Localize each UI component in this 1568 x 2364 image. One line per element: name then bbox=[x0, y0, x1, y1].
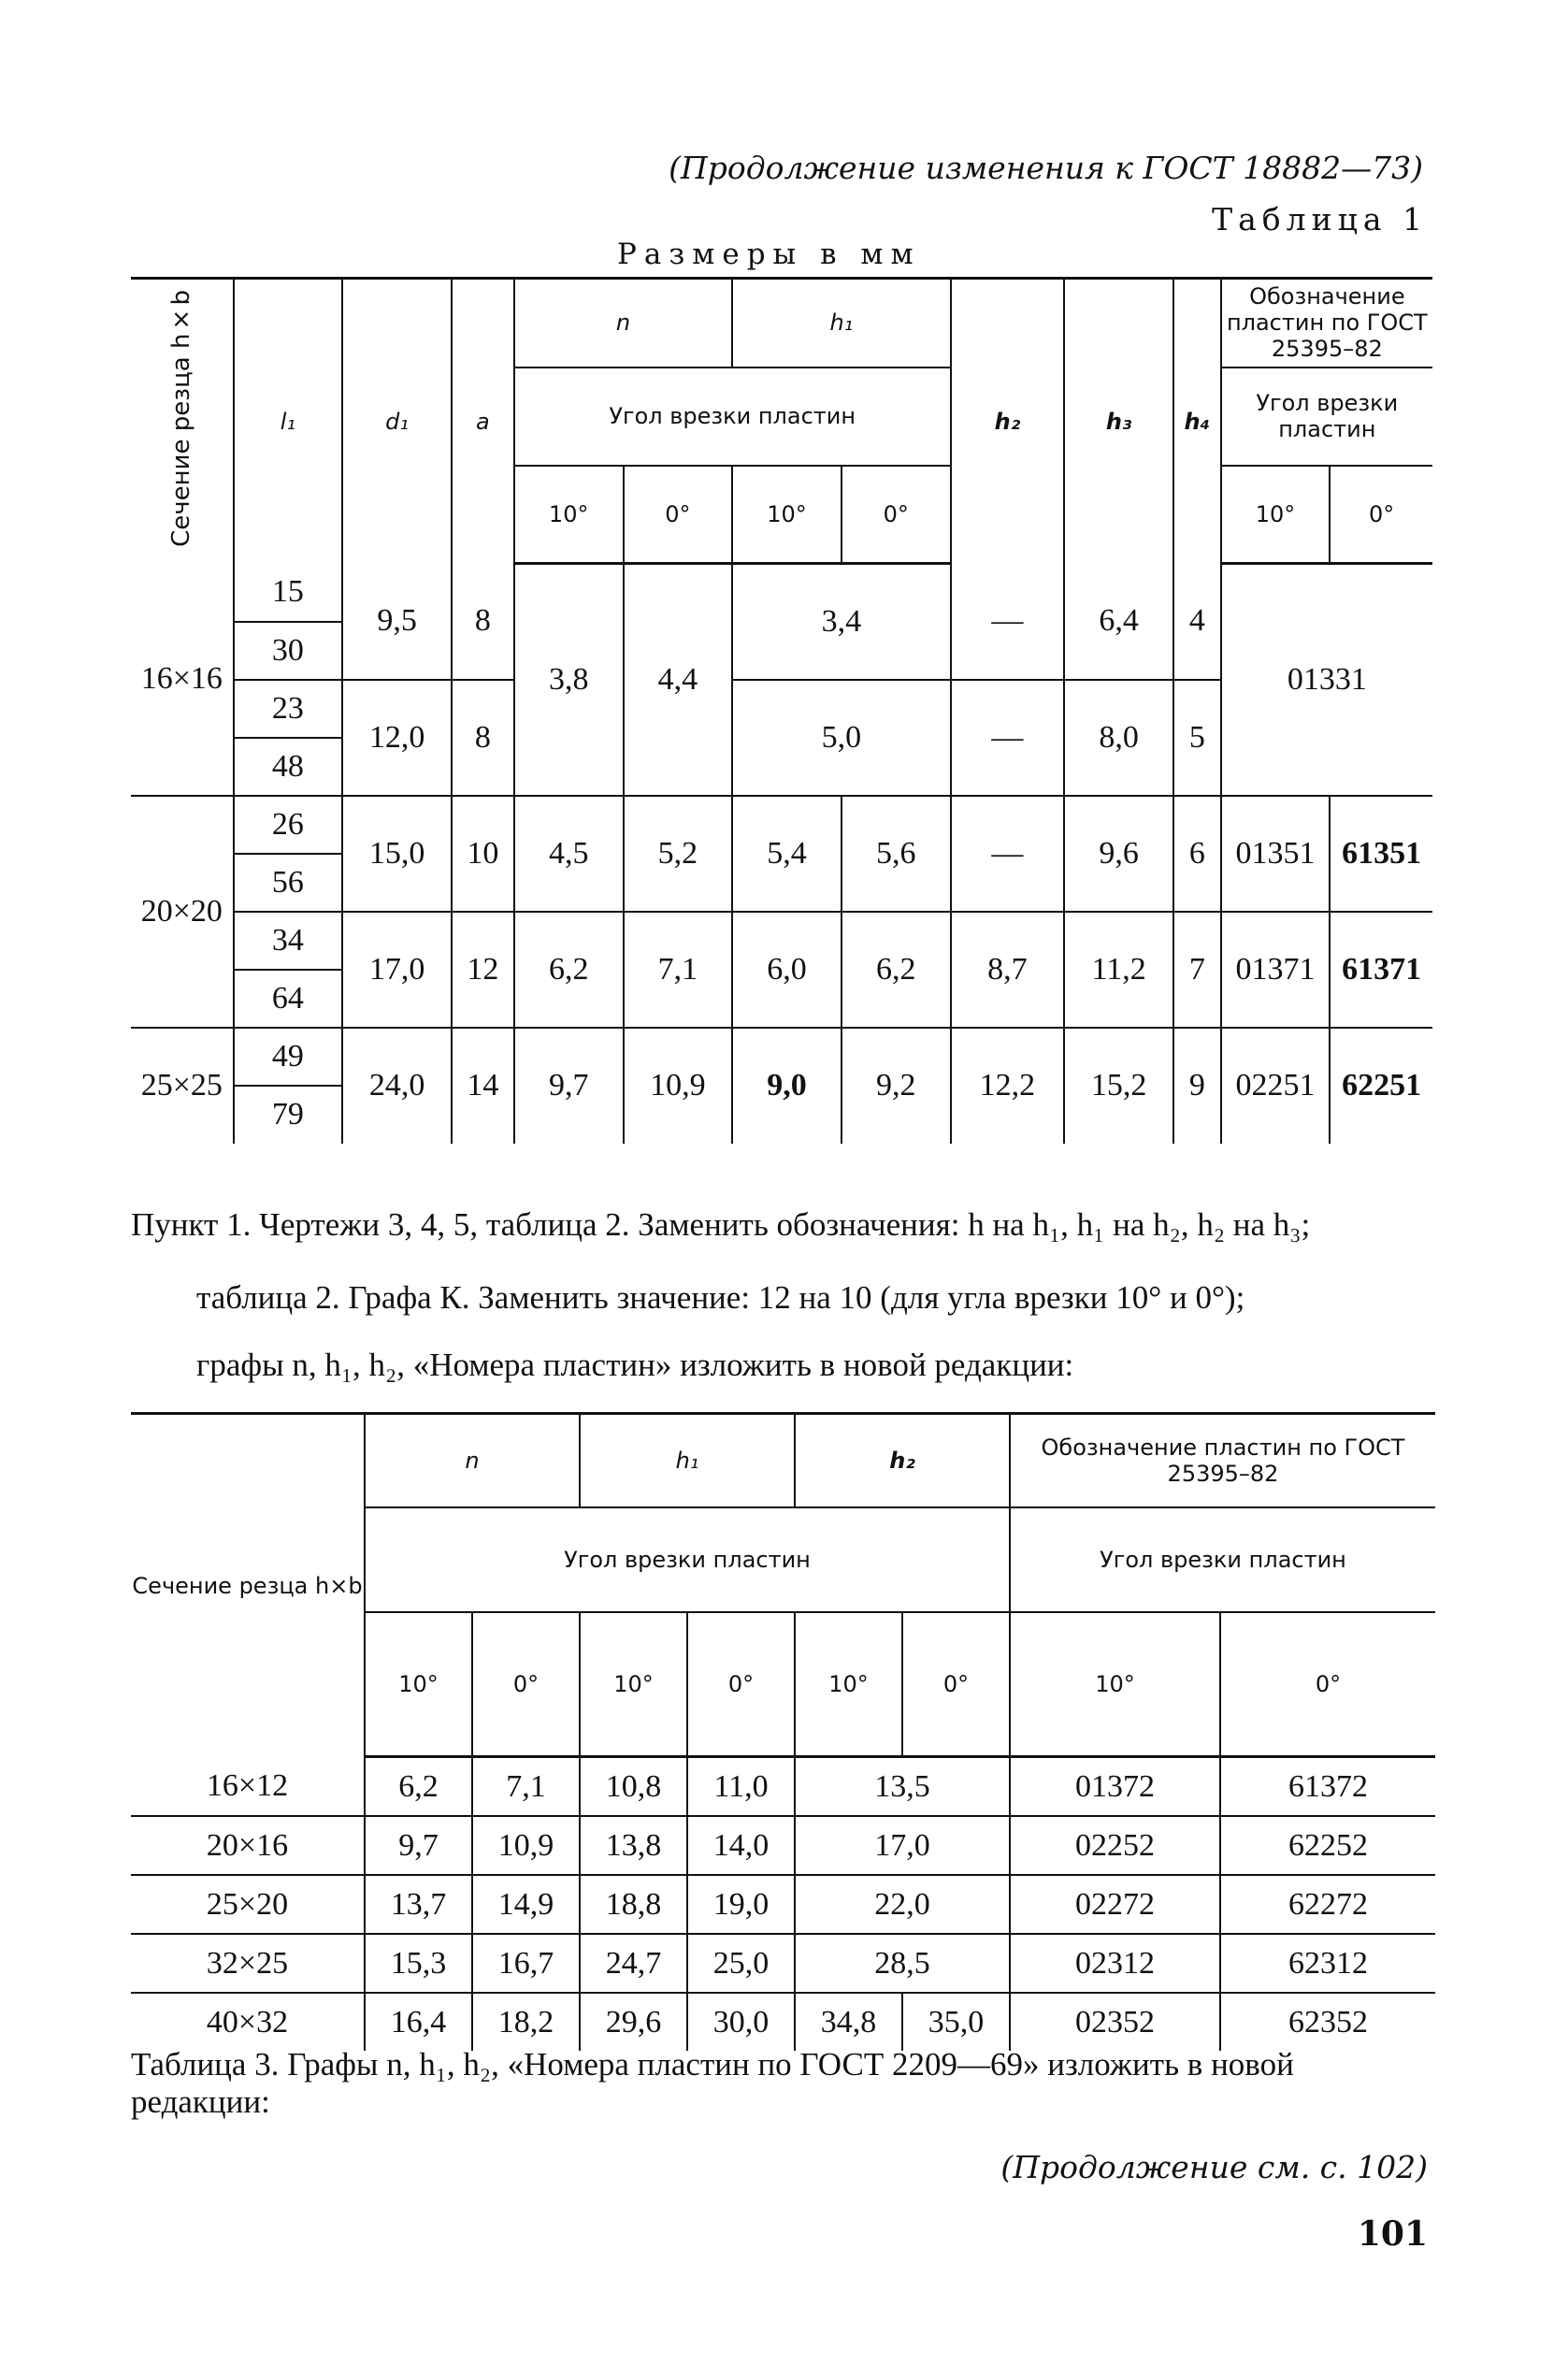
paragraph-3: графы n, h₁, h₂, «Номера пластин» изложить в новой редакции: bbox=[196, 1347, 1074, 1383]
designation-0-cell: 61351 bbox=[1330, 796, 1432, 912]
h2-cell: 8,7 bbox=[951, 912, 1065, 1028]
deg-10: 10° bbox=[365, 1612, 472, 1757]
h2-cell: — bbox=[951, 796, 1065, 912]
designation-10-cell: 02352 bbox=[1010, 1993, 1220, 2051]
designation-10-cell: 02252 bbox=[1010, 1816, 1220, 1875]
angle-plates-header: Угол врезки пластин bbox=[1010, 1507, 1435, 1612]
designation-0-cell: 61372 bbox=[1220, 1757, 1435, 1817]
l1-cell: 26 bbox=[234, 796, 343, 854]
col-section-header: Сечение резца h×b bbox=[131, 1414, 365, 1757]
h1-10-cell: 29,6 bbox=[580, 1993, 687, 2051]
h1-10-cell: 5,4 bbox=[732, 796, 842, 912]
h1-0-cell: 25,0 bbox=[687, 1934, 795, 1993]
deg-10: 10° bbox=[795, 1612, 902, 1757]
paragraph-2: таблица 2. Графа К. Заменить значение: 12 на 10 (для угла врезки 10° и 0°); bbox=[196, 1279, 1245, 1316]
l1-cell: 56 bbox=[234, 854, 343, 912]
l1-cell: 23 bbox=[234, 680, 343, 738]
l1-cell: 34 bbox=[234, 912, 343, 970]
h2-cell: — bbox=[951, 680, 1065, 796]
designation-cell: 01331 bbox=[1221, 564, 1432, 796]
deg-0: 0° bbox=[842, 466, 951, 564]
section-20x20: 20×20 bbox=[131, 796, 234, 1028]
n10-cell: 3,8 bbox=[514, 564, 624, 796]
paragraph-1: Пункт 1. Чертежи 3, 4, 5, таблица 2. Заменить обозначения: h на h₁, h₁ на h₂, h₂ на h₃; bbox=[131, 1206, 1311, 1243]
h1-0-cell: 5,6 bbox=[842, 796, 951, 912]
designation-0-cell: 62312 bbox=[1220, 1934, 1435, 1993]
n0-cell: 7,1 bbox=[624, 912, 733, 1028]
table-label: Таблица 1 bbox=[1212, 201, 1428, 238]
deg-10: 10° bbox=[732, 466, 842, 564]
col-h3-header: h₃ bbox=[1064, 279, 1173, 564]
h1-0-cell: 30,0 bbox=[687, 1993, 795, 2051]
h2-0-cell: 35,0 bbox=[902, 1993, 1010, 2051]
section-cell: 40×32 bbox=[131, 1993, 365, 2051]
a-cell: 10 bbox=[452, 796, 514, 912]
h4-cell: 4 bbox=[1173, 564, 1221, 680]
n10-cell: 15,3 bbox=[365, 1934, 472, 1993]
table-1 bbox=[131, 277, 1432, 1144]
designation-10-cell: 01351 bbox=[1221, 796, 1331, 912]
n0-cell: 4,4 bbox=[624, 564, 733, 796]
col-a-header: a bbox=[452, 279, 514, 564]
designation-10-cell: 01371 bbox=[1221, 912, 1331, 1028]
h2-cell: 13,5 bbox=[795, 1757, 1010, 1817]
h2-cell: — bbox=[951, 564, 1065, 680]
n10-cell: 9,7 bbox=[365, 1816, 472, 1875]
d1-cell: 15,0 bbox=[342, 796, 452, 912]
l1-cell: 79 bbox=[234, 1086, 343, 1144]
h4-cell: 5 bbox=[1173, 680, 1221, 796]
col-h2-header: h₂ bbox=[795, 1414, 1010, 1507]
col-h1-header: h₁ bbox=[580, 1414, 795, 1507]
page-number: 101 bbox=[1357, 2214, 1428, 2254]
h2-10-cell: 34,8 bbox=[795, 1993, 902, 2051]
deg-0: 0° bbox=[472, 1612, 580, 1757]
table-2 bbox=[131, 1412, 1435, 2051]
section-cell: 20×16 bbox=[131, 1816, 365, 1875]
deg-10: 10° bbox=[1010, 1612, 1220, 1757]
l1-cell: 48 bbox=[234, 738, 343, 796]
a-cell: 8 bbox=[452, 564, 514, 680]
l1-cell: 64 bbox=[234, 970, 343, 1028]
d1-cell: 12,0 bbox=[342, 680, 452, 796]
angle-header: Угол врезки пластин bbox=[365, 1507, 1010, 1612]
n10-cell: 13,7 bbox=[365, 1875, 472, 1934]
designation-0-cell: 62272 bbox=[1220, 1875, 1435, 1934]
n0-cell: 16,7 bbox=[472, 1934, 580, 1993]
angle-plates-header: Угол врезки пластин bbox=[1221, 368, 1432, 466]
h2-cell: 12,2 bbox=[951, 1028, 1065, 1144]
a-cell: 8 bbox=[452, 680, 514, 796]
h1-10-cell: 9,0 bbox=[732, 1028, 842, 1144]
n0-cell: 7,1 bbox=[472, 1757, 580, 1817]
angle-header: Угол врезки пластин bbox=[514, 368, 951, 466]
h1-0-cell: 9,2 bbox=[842, 1028, 951, 1144]
paragraph-4: Таблица 3. Графы n, h₁, h₂, «Номера пластин по ГОСТ 2209—69» изложить в новой редакции: bbox=[131, 2046, 1294, 2120]
h4-cell: 6 bbox=[1173, 796, 1221, 912]
d1-cell: 9,5 bbox=[342, 564, 452, 680]
section-cell: 32×25 bbox=[131, 1934, 365, 1993]
continuation-header: (Продолжение изменения к ГОСТ 18882—73) bbox=[669, 150, 1423, 186]
n0-cell: 18,2 bbox=[472, 1993, 580, 2051]
h1-10-cell: 18,8 bbox=[580, 1875, 687, 1934]
section-cell: 16×12 bbox=[131, 1757, 365, 1817]
n0-cell: 5,2 bbox=[624, 796, 733, 912]
h1-0-cell: 11,0 bbox=[687, 1757, 795, 1817]
h1-10-cell: 10,8 bbox=[580, 1757, 687, 1817]
col-d1-header: d₁ bbox=[342, 279, 452, 564]
col-section-header: Сечение резца h×b bbox=[131, 279, 234, 564]
deg-0: 0° bbox=[687, 1612, 795, 1757]
h3-cell: 6,4 bbox=[1064, 564, 1173, 680]
d1-cell: 24,0 bbox=[342, 1028, 452, 1144]
h2-cell: 17,0 bbox=[795, 1816, 1010, 1875]
h3-cell: 15,2 bbox=[1064, 1028, 1173, 1144]
h1-0-cell: 14,0 bbox=[687, 1816, 795, 1875]
l1-cell: 15 bbox=[234, 564, 343, 622]
col-n-header: n bbox=[365, 1414, 580, 1507]
n10-cell: 4,5 bbox=[514, 796, 624, 912]
col-h2-header: h₂ bbox=[951, 279, 1065, 564]
l1-cell: 49 bbox=[234, 1028, 343, 1086]
deg-0: 0° bbox=[1220, 1612, 1435, 1757]
continuation-footer: (Продолжение см. с. 102) bbox=[1000, 2149, 1428, 2185]
designation-10-cell: 02251 bbox=[1221, 1028, 1331, 1144]
n0-cell: 10,9 bbox=[472, 1816, 580, 1875]
deg-0: 0° bbox=[1330, 466, 1432, 564]
col-n-header: n bbox=[514, 279, 732, 368]
h1-10-cell: 13,8 bbox=[580, 1816, 687, 1875]
deg-10: 10° bbox=[514, 466, 624, 564]
h3-cell: 9,6 bbox=[1064, 796, 1173, 912]
h1-10-cell: 6,0 bbox=[732, 912, 842, 1028]
a-cell: 14 bbox=[452, 1028, 514, 1144]
l1-cell: 30 bbox=[234, 622, 343, 680]
section-cell: 25×20 bbox=[131, 1875, 365, 1934]
units-caption: Размеры в мм bbox=[617, 238, 921, 271]
h4-cell: 7 bbox=[1173, 912, 1221, 1028]
deg-10: 10° bbox=[1221, 466, 1331, 564]
designation-10-cell: 02272 bbox=[1010, 1875, 1220, 1934]
n10-cell: 6,2 bbox=[365, 1757, 472, 1817]
h1-cell: 3,4 bbox=[732, 564, 950, 680]
deg-0: 0° bbox=[624, 466, 733, 564]
designation-10-cell: 02312 bbox=[1010, 1934, 1220, 1993]
a-cell: 12 bbox=[452, 912, 514, 1028]
col-l1-header: l₁ bbox=[234, 279, 343, 564]
h3-cell: 8,0 bbox=[1064, 680, 1173, 796]
section-16x16: 16×16 bbox=[131, 564, 234, 796]
designation-0-cell: 61371 bbox=[1330, 912, 1432, 1028]
n0-cell: 14,9 bbox=[472, 1875, 580, 1934]
h2-cell: 28,5 bbox=[795, 1934, 1010, 1993]
designation-0-cell: 62251 bbox=[1342, 1068, 1422, 1103]
section-25x25: 25×25 bbox=[131, 1028, 234, 1144]
h4-cell: 9 bbox=[1173, 1028, 1221, 1144]
col-designation-header: Обозначение пластин по ГОСТ 25395–82 bbox=[1010, 1414, 1435, 1507]
deg-10: 10° bbox=[580, 1612, 687, 1757]
h1-10-cell: 24,7 bbox=[580, 1934, 687, 1993]
deg-0: 0° bbox=[902, 1612, 1010, 1757]
n0-cell: 10,9 bbox=[624, 1028, 733, 1144]
designation-0-cell: 62252 bbox=[1220, 1816, 1435, 1875]
h3-cell: 11,2 bbox=[1064, 912, 1173, 1028]
designation-10-cell: 01372 bbox=[1010, 1757, 1220, 1817]
col-designation-header: Обозначение пластин по ГОСТ 25395–82 bbox=[1221, 279, 1432, 368]
h1-0-cell: 19,0 bbox=[687, 1875, 795, 1934]
h2-cell: 22,0 bbox=[795, 1875, 1010, 1934]
designation-0-cell: 62352 bbox=[1288, 2004, 1368, 2040]
col-h4-header: h₄ bbox=[1173, 279, 1221, 564]
n10-cell: 16,4 bbox=[365, 1993, 472, 2051]
h1-cell: 5,0 bbox=[732, 680, 950, 796]
n10-cell: 6,2 bbox=[514, 912, 624, 1028]
col-h1-header: h₁ bbox=[732, 279, 950, 368]
n10-cell: 9,7 bbox=[514, 1028, 624, 1144]
h1-0-cell: 6,2 bbox=[842, 912, 951, 1028]
d1-cell: 17,0 bbox=[342, 912, 452, 1028]
